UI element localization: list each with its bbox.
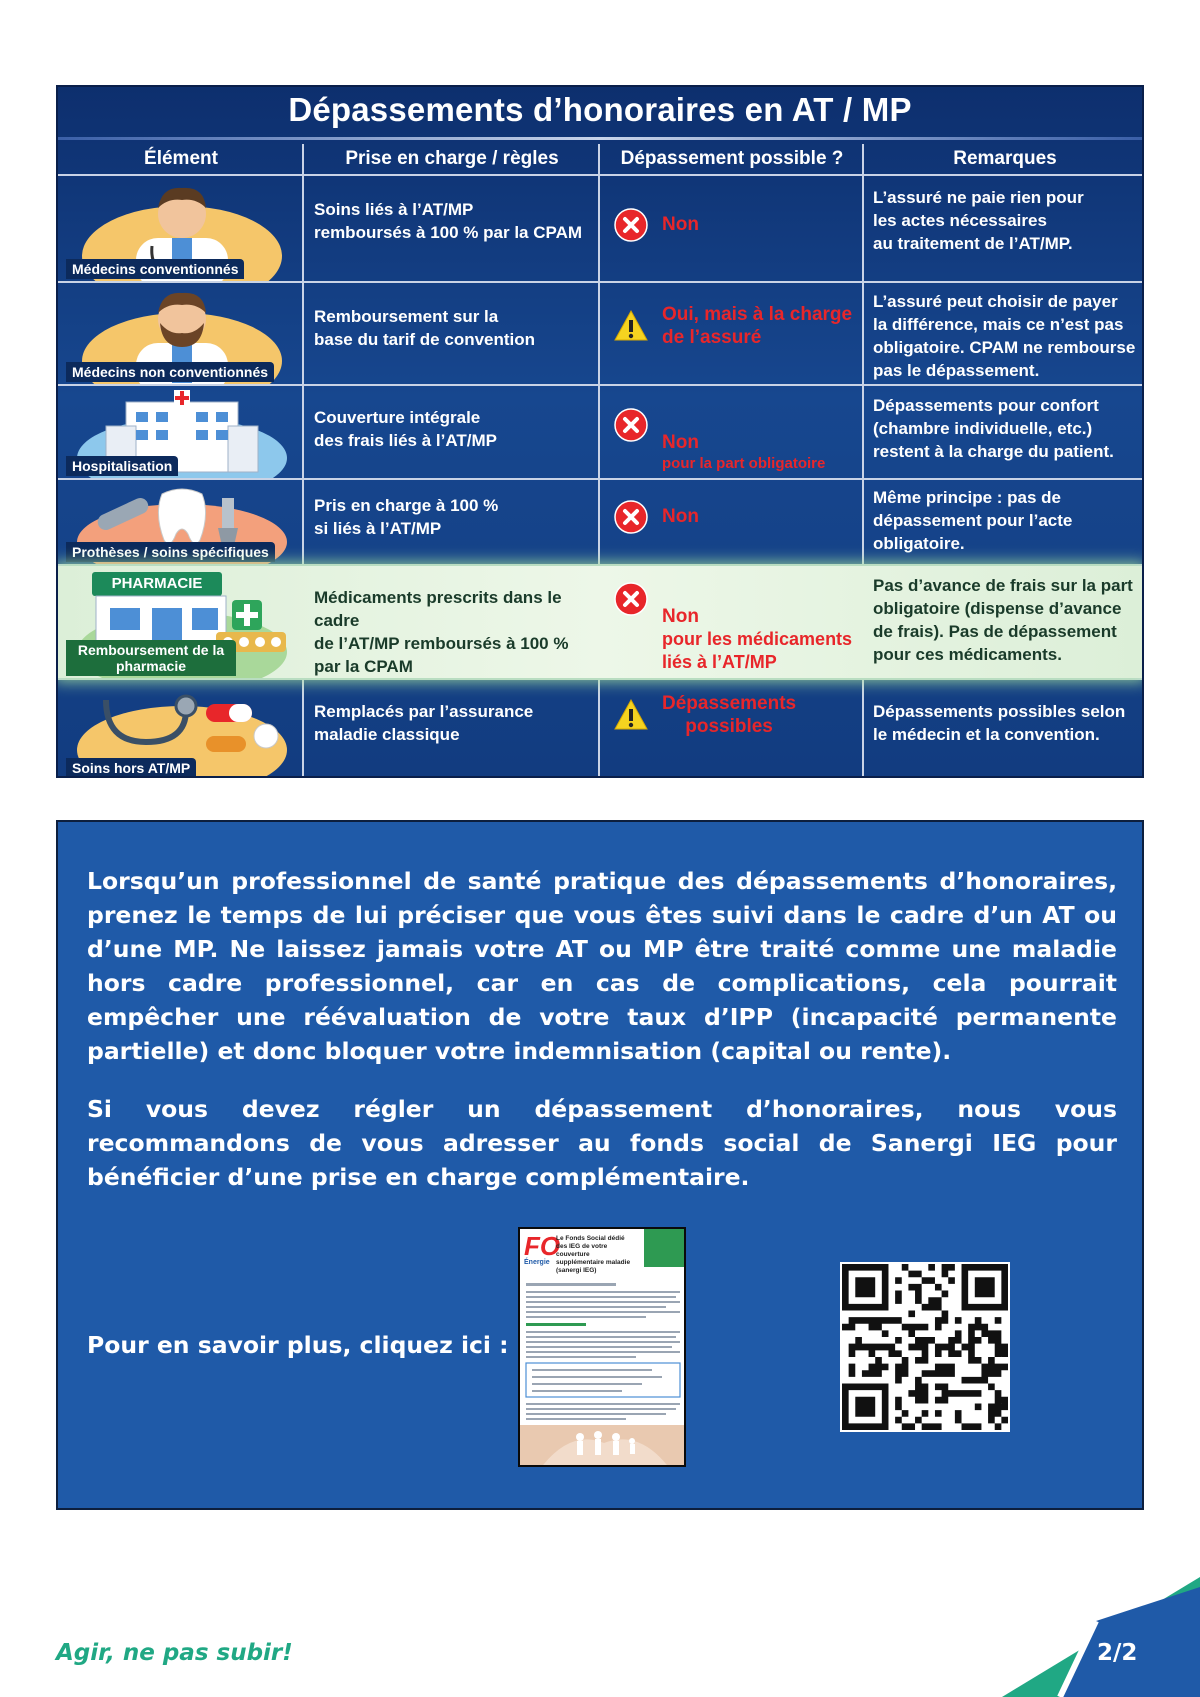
- column-header-overrun: Dépassement possible ?: [620, 148, 844, 169]
- row-element-label: Remboursement de la pharmacie: [66, 640, 236, 676]
- status-sub: pour la part obligatoire: [662, 455, 826, 472]
- corner-decoration: [1000, 1577, 1200, 1697]
- qr-code-icon: [842, 1264, 1008, 1430]
- fee-overrun-infographic: [56, 85, 1144, 778]
- table-row: [58, 283, 1142, 384]
- red-cross-icon: [614, 582, 648, 616]
- learn-more-label: Pour en savoir plus, cliquez ici :: [87, 1331, 509, 1359]
- pharmacy-sign: PHARMACIE: [111, 575, 203, 592]
- document-thumbnail-icon: [520, 1229, 686, 1467]
- status-label: Oui, mais à la charge de l’assuré: [662, 304, 853, 348]
- footer-slogan: Agir, ne pas subir!: [56, 1640, 293, 1666]
- fo-logo-sub: Énergie: [524, 1259, 550, 1266]
- table-row: [58, 176, 1142, 281]
- info-box: [56, 820, 1144, 1510]
- table-row-highlighted: [58, 566, 1142, 678]
- table-row: [58, 680, 1142, 778]
- row-remarks: Dépassements possibles selon le médecin et la convention.: [873, 702, 1126, 744]
- row-remarks: L’assuré ne paie rien pour les actes nécessaires au traitement de l’AT/MP.: [873, 188, 1084, 253]
- column-header-element: Élément: [144, 148, 218, 169]
- infographic-title: Dépassements d’honoraires en AT / MP: [288, 91, 912, 128]
- qr-code-link[interactable]: [840, 1262, 1010, 1432]
- info-paragraph-1: Lorsqu’un professionnel de santé pratique des dépassements d’honoraires, prenez le temps de lui préciser que vous êtes suivi dans le cadre d’un AT ou d’une MP. Ne laissez jamais votre AT ou MP être traité comme une maladie hors cadre professionnel, car en cas de complications, cela pourrait empêcher une réévaluation de votre taux d’IPP (incapacité permanente partielle) et donc bloquer votre indemnisation (capital ou rente).: [87, 867, 1117, 1065]
- row-rules: Pris en charge à 100 % si liés à l’AT/MP: [314, 496, 499, 538]
- doctor-icon: [66, 176, 298, 281]
- row-rules: Couverture intégrale des frais liés à l’AT/MP: [314, 408, 497, 450]
- row-rules: Médicaments prescrits dans le cadre de l’AT/MP remboursés à 100 % par la CPAM: [314, 588, 569, 676]
- status-label: Dépassements possibles: [662, 693, 797, 737]
- tooth-icon: [66, 480, 298, 564]
- row-element-label: Prothèses / soins spécifiques: [66, 542, 275, 562]
- hospital-icon: [66, 386, 298, 478]
- red-cross-icon: [614, 408, 648, 442]
- row-element-label: Soins hors AT/MP: [66, 758, 196, 778]
- warning-icon: [614, 309, 648, 343]
- thumb-title: Le Fonds Social dédié des IEG de votre couverture supplémentaire maladie (sanergi IEG): [556, 1235, 631, 1274]
- column-header-remarks: Remarques: [953, 148, 1057, 169]
- document-thumbnail-link[interactable]: [518, 1227, 686, 1467]
- row-remarks: Même principe : pas de dépassement pour l’acte obligatoire.: [873, 488, 1073, 553]
- row-remarks: Dépassements pour confort (chambre individuelle, etc.) restent à la charge du patient.: [873, 396, 1114, 461]
- page-number: 2/2: [1097, 1640, 1138, 1666]
- column-header-rules: Prise en charge / règles: [345, 148, 559, 169]
- row-element-label: Hospitalisation: [66, 456, 178, 476]
- table-row: [58, 386, 1142, 478]
- red-cross-icon: [614, 500, 648, 534]
- status-sub: pour les médicaments liés à l’AT/MP: [662, 629, 853, 672]
- row-remarks: Pas d’avance de frais sur la part obligatoire (dispense d’avance de frais). Pas de dépassement pour ces médicaments.: [873, 576, 1133, 664]
- row-element-label: Médecins conventionnés: [66, 259, 244, 279]
- fo-logo-text: FO: [524, 1231, 561, 1261]
- qr-modules: [842, 1264, 1008, 1430]
- row-rules: Remplacés par l’assurance maladie classique: [314, 702, 534, 744]
- row-remarks: L’assuré peut choisir de payer la différence, mais ce n’est pas obligatoire. CPAM ne rembourse pas le dépassement.: [873, 292, 1136, 380]
- warning-icon: [614, 698, 648, 732]
- red-cross-icon: [614, 208, 648, 242]
- table-row: [58, 480, 1142, 564]
- info-paragraph-2: Si vous devez régler un dépassement d’honoraires, nous vous recommandons de vous adresser au fonds social de Sanergi IEG pour bénéficier d’une prise en charge complémentaire.: [87, 1095, 1117, 1191]
- title-divider: [58, 137, 1142, 140]
- bearded-doctor-icon: [66, 283, 298, 384]
- status-main: Non: [662, 432, 699, 453]
- row-element-label: Médecins non conventionnés: [66, 362, 274, 382]
- stethoscope-icon: [66, 680, 298, 778]
- status-label: Non: [662, 214, 699, 235]
- pharmacy-icon: [66, 566, 298, 678]
- row-rules: Remboursement sur la base du tarif de convention: [314, 307, 536, 349]
- status-label: Non: [662, 506, 699, 527]
- row-rules: Soins liés à l’AT/MP remboursés à 100 % par la CPAM: [314, 200, 583, 242]
- status-main: Non: [662, 606, 699, 627]
